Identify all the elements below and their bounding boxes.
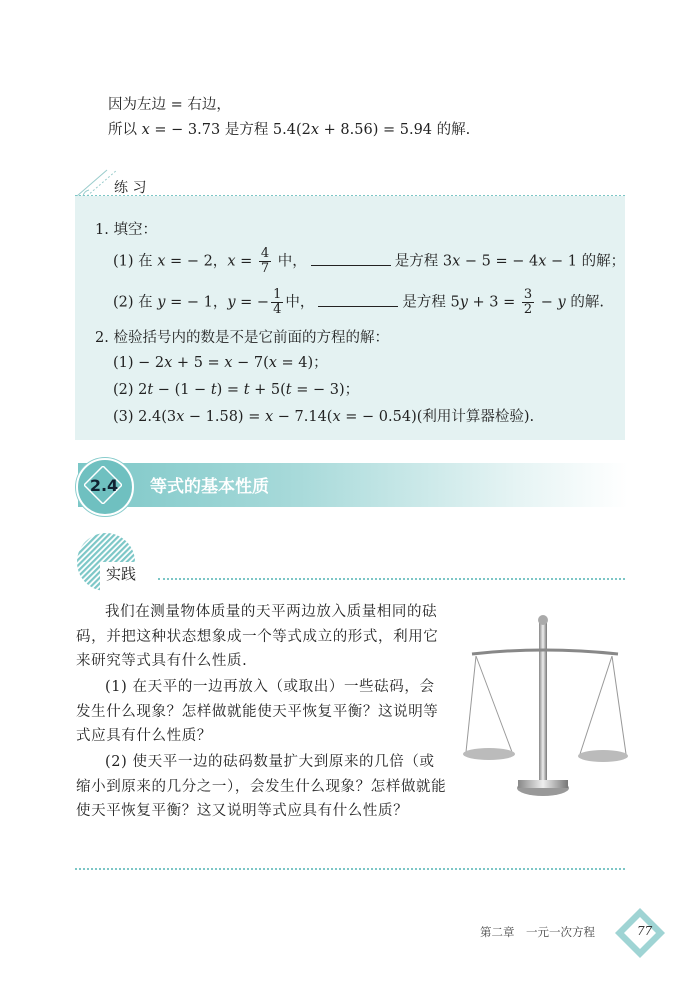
fraction — [522, 288, 534, 317]
text-segment: − 1 的解； — [546, 253, 626, 270]
text-segment: = − 3)； — [291, 382, 360, 398]
fraction — [271, 288, 283, 317]
text-segment: (1) 在 — [113, 253, 158, 270]
math-variable: x — [538, 253, 547, 270]
exercise-2-3 — [113, 405, 534, 426]
paragraph-question-1: (1) 在天平的一边再放入（或取出）一些砝码，会发生什么现象？怎样做就能使天平恢复平衡？这说明等式应具有什么性质？ — [76, 679, 439, 744]
practice-box — [75, 196, 625, 440]
text-segment: (2) 2 — [113, 382, 148, 398]
exercise-1-2 — [113, 288, 604, 317]
bottom-divider — [75, 868, 625, 870]
math-variable: x — [141, 122, 150, 138]
math-variable: x — [227, 253, 236, 270]
math-variable: y — [459, 294, 468, 311]
text-segment: 1. 填空： — [95, 222, 157, 238]
text-segment: − — [536, 294, 558, 311]
text-segment: 中， — [273, 253, 307, 270]
fraction-denominator: 2 — [523, 302, 533, 317]
exercise-2-1 — [113, 351, 328, 372]
intro-line-2 — [108, 118, 470, 139]
math-variable: x — [332, 409, 341, 425]
math-variable: x — [176, 409, 185, 425]
text-segment: 2. 检验括号内的数是不是它前面的方程的解： — [95, 330, 389, 346]
fraction-denominator: 4 — [273, 302, 282, 317]
text-segment: (1) − 2 — [113, 355, 165, 371]
math-variable: x — [268, 355, 277, 371]
text-segment: ) = — [216, 382, 244, 398]
exercise-1 — [95, 218, 157, 239]
math-variable: y — [157, 294, 166, 311]
paragraph-intro: 我们在测量物体质量的天平两边放入质量相同的砝码，并把这种状态想象成一个等式成立的形式，利用它来研究等式具有什么性质. — [76, 604, 439, 669]
text-segment: 因为左边 = 右边， — [108, 97, 231, 113]
text-segment: − 5 = − 4 — [460, 253, 539, 270]
math-variable: t — [147, 382, 154, 398]
balance-scale-image — [462, 612, 628, 798]
shijian-divider — [158, 578, 625, 580]
text-segment: + 5( — [249, 382, 286, 398]
section-number: 2.4 — [89, 476, 119, 495]
text-segment: 是方程 5 — [402, 294, 460, 311]
text-segment: − 7( — [232, 355, 269, 371]
paragraph-question-2: (2) 使天平一边的砝码数量扩大到原来的几倍（或缩小到原来的几分之一），会发生什么现象？怎样做就能使天平恢复平衡？这又说明等式应具有什么性质？ — [76, 754, 447, 819]
math-variable: x — [157, 253, 166, 270]
page-number: 77 — [637, 924, 653, 938]
text-segment: (2) 在 — [113, 294, 158, 311]
text-segment: (3) 2.4(3 — [113, 409, 177, 425]
math-variable: t — [210, 382, 217, 398]
text-segment: − 7.14( — [273, 409, 333, 425]
exercise-1-1 — [113, 247, 625, 276]
intro-line-1 — [108, 93, 231, 114]
shijian-heading: 实践 — [106, 565, 137, 583]
text-segment: = − 3.73 是方程 5.4(2 — [149, 122, 311, 138]
text-segment: + 3 = — [467, 294, 520, 311]
math-variable: x — [224, 355, 233, 371]
text-segment: − 1.58) = — [184, 409, 265, 425]
practice-heading: 练 习 — [114, 180, 147, 196]
text-segment: + 8.56) = 5.94 的解. — [319, 122, 471, 138]
text-segment: − (1 − — [153, 382, 211, 398]
text-segment: = — [235, 253, 257, 270]
math-variable: x — [164, 355, 173, 371]
fraction-numerator: 3 — [523, 287, 533, 302]
text-segment: = − 1， — [165, 294, 228, 311]
fraction-numerator: 1 — [273, 287, 282, 302]
text-segment: 所以 — [108, 122, 142, 138]
exercise-2 — [95, 326, 389, 347]
fraction — [259, 247, 271, 276]
fill-in-blank[interactable] — [318, 294, 398, 307]
math-variable: t — [243, 382, 250, 398]
text-segment: + 5 = — [172, 355, 225, 371]
fraction-denominator: 7 — [260, 261, 270, 276]
section-title: 等式的基本性质 — [150, 477, 269, 497]
text-segment: = 4)； — [276, 355, 328, 371]
text-segment: 中， — [285, 294, 315, 311]
math-variable: x — [452, 253, 461, 270]
chapter-footer: 第二章 一元一次方程 — [480, 925, 595, 939]
fraction-numerator: 4 — [260, 246, 270, 261]
text-segment: = − 2， — [165, 253, 228, 270]
text-segment: = − 0.54)(利用计算器检验). — [340, 409, 535, 425]
text-segment: 的解. — [565, 294, 604, 311]
exercise-2-2 — [113, 378, 359, 399]
text-segment: 是方程 3 — [394, 253, 453, 270]
math-variable: x — [310, 122, 320, 138]
math-variable: x — [264, 409, 274, 425]
text-segment: = − — [235, 294, 270, 311]
fill-in-blank[interactable] — [311, 253, 391, 266]
math-variable: y — [557, 294, 566, 311]
math-variable: t — [285, 382, 292, 398]
math-variable: y — [227, 294, 236, 311]
